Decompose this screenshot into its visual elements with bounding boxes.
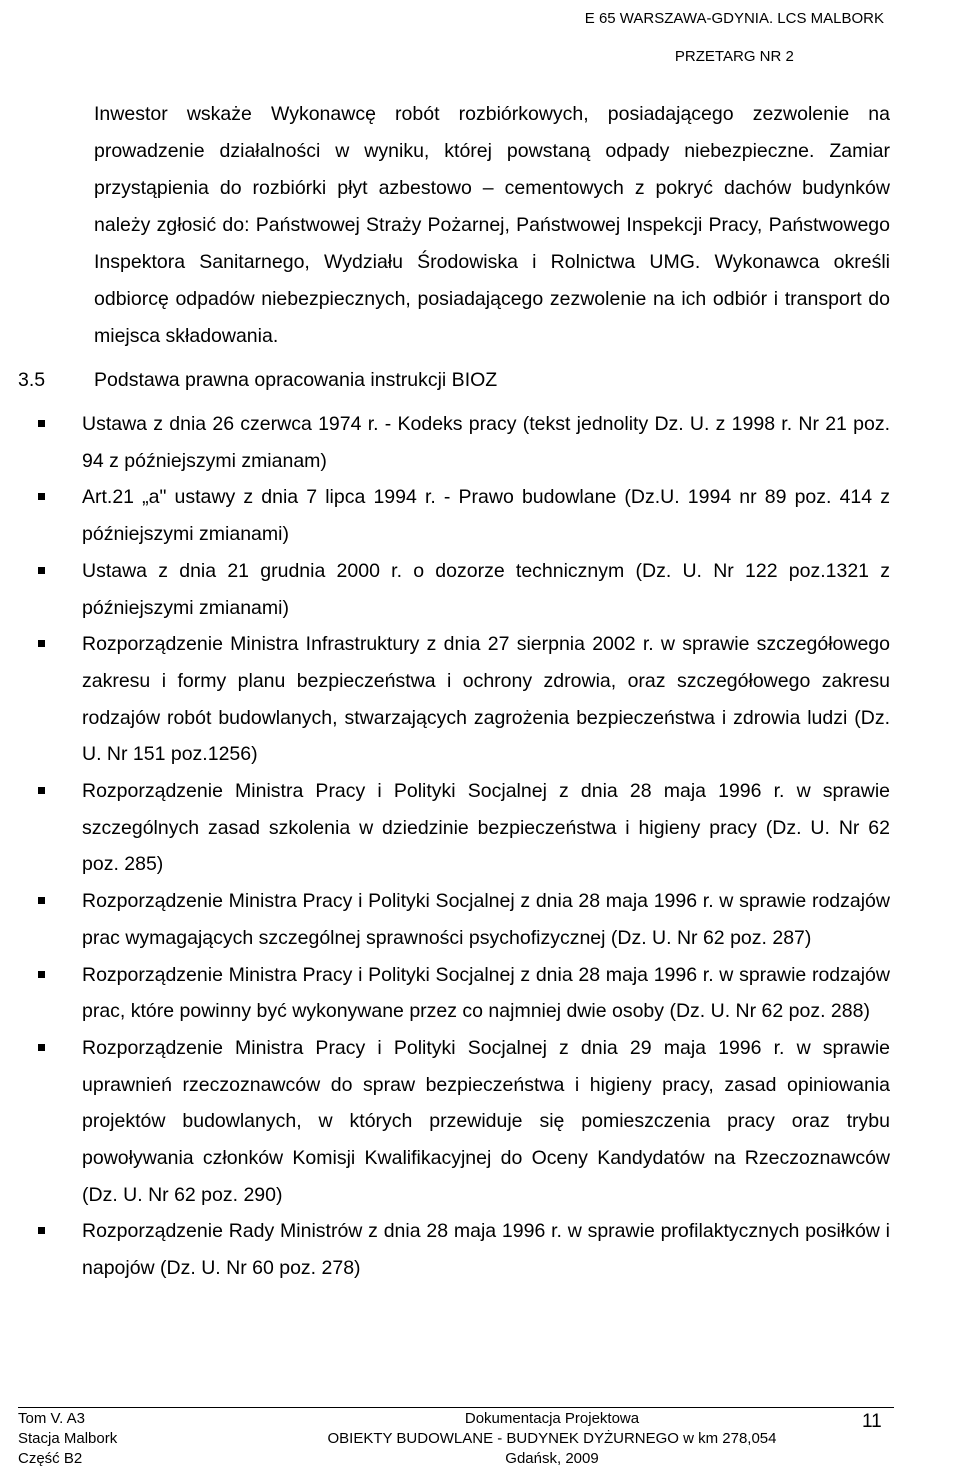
intro-paragraph-block — [94, 96, 890, 355]
page-header — [585, 0, 884, 76]
footer-place-date: Gdańsk, 2009 — [505, 1450, 599, 1467]
bullet-icon — [38, 897, 45, 904]
bullet-icon — [38, 1044, 45, 1051]
list-item — [0, 626, 890, 773]
footer-center — [262, 1409, 842, 1469]
page-number: 11 — [862, 1411, 882, 1432]
list-item-text: Ustawa z dnia 21 grudnia 2000 r. o dozorze technicznym (Dz. U. Nr 122 poz.1321 z późniejszymi zmianami) — [82, 559, 890, 619]
list-item-text: Rozporządzenie Ministra Pracy i Polityki Socjalnej z dnia 28 maja 1996 r. w sprawie rodzajów prac wymagających szczególnej sprawności psychofizycznej (Dz. U. Nr 62 poz. 287) — [82, 890, 890, 949]
list-item — [0, 553, 890, 626]
header-project: E 65 WARSZAWA-GDYNIA. LCS MALBORK — [584, 10, 884, 27]
list-item-text: Rozporządzenie Ministra Infrastruktury z dnia 27 sierpnia 2002 r. w sprawie szczegółowego zakresu i formy planu bezpieczeństwa i ochrony zdrowia, oraz szczegółowego zakresu rodzajów robót budowlanych, stwarzających zagrożenia bezpieczeństwa i zdrowia ludzi (Dz. U. Nr 151 poz.1256) — [82, 633, 890, 766]
list-item — [0, 1030, 890, 1214]
list-item — [0, 773, 890, 883]
bullet-icon — [38, 1227, 45, 1234]
footer-station: Stacja Malbork — [18, 1430, 118, 1447]
bullet-icon — [38, 420, 45, 427]
intro-paragraph: Inwestor wskaże Wykonawcę robót rozbiórkowych, posiadającego zezwolenie na prowadzenie działalności w wyniku, której powstaną odpady niebezpieczne. Zamiar przystąpienia do rozbiórki płyt azbestowo – cementowych z pokryć dachów budynków należy zgłosić do: Państwowej Straży Pożarnej, Państwowej Inspekcji Pracy, Państwowego Inspektora Sanitarnego, Wydziału Środowiska i Rolnictwa UMG. Wykonawca określi odbiorcę odpadów niebezpiecznych, posiadającego zezwolenie na ich odbiór i transport do miejsca składowania. — [94, 103, 890, 347]
header-tender: PRZETARG NR 2 — [674, 48, 794, 65]
list-item-text: Rozporządzenie Ministra Pracy i Polityki Socjalnej z dnia 29 maja 1996 r. w sprawie uprawnień rzeczoznawców do spraw bezpieczeństwa i higieny pracy, zasad opiniowania projektów budowlanych, w których przewiduje się pomieszczenia pracy oraz trybu powoływania członków Komisji Kwalifikacyjnej do Oceny Kandydatów na Rzeczoznawców (Dz. U. Nr 62 poz. 290) — [82, 1036, 890, 1206]
footer-object: OBIEKTY BUDOWLANE - BUDYNEK DYŻURNEGO w km 278,054 — [327, 1430, 777, 1447]
footer-part: Część B2 — [18, 1450, 83, 1467]
footer-divider — [18, 1407, 894, 1408]
section-number: 3.5 — [18, 369, 46, 391]
section-heading — [18, 362, 497, 399]
list-item-text: Rozporządzenie Ministra Pracy i Polityki Socjalnej z dnia 28 maja 1996 r. w sprawie rodzajów prac, które powinny być wykonywane przez co najmniej dwie osoby (Dz. U. Nr 62 poz. 288) — [82, 963, 890, 1023]
list-item — [0, 406, 890, 479]
footer-doc-title: Dokumentacja Projektowa — [464, 1410, 640, 1427]
footer-volume: Tom V. A3 — [18, 1410, 85, 1427]
footer-left — [18, 1409, 117, 1469]
list-item-text: Art.21 „a" ustawy z dnia 7 lipca 1994 r. - Prawo budowlane (Dz.U. 1994 nr 89 poz. 414 z późniejszymi zmianami) — [82, 486, 890, 546]
list-item — [0, 479, 890, 552]
bullet-icon — [38, 567, 45, 574]
list-item-text: Rozporządzenie Ministra Pracy i Polityki Socjalnej z dnia 28 maja 1996 r. w sprawie szczególnych zasad szkolenia w dziedzinie bezpieczeństwa i higieny pracy (Dz. U. Nr 62 poz. 285) — [82, 780, 890, 876]
bullet-icon — [38, 971, 45, 978]
legal-basis-list — [0, 406, 890, 1287]
list-item-text: Rozporządzenie Rady Ministrów z dnia 28 maja 1996 r. w sprawie profilaktycznych posiłków i napojów (Dz. U. Nr 60 poz. 278) — [82, 1220, 890, 1280]
bullet-icon — [38, 493, 45, 500]
list-item-text: Ustawa z dnia 26 czerwca 1974 r. - Kodeks pracy (tekst jednolity Dz. U. z 1998 r. Nr 21 poz. 94 z późniejszymi zmianam) — [82, 413, 890, 472]
bullet-icon — [38, 640, 45, 647]
list-item — [0, 957, 890, 1030]
list-item — [0, 1213, 890, 1286]
list-item — [0, 883, 890, 956]
bullet-icon — [38, 787, 45, 794]
section-title: Podstawa prawna opracowania instrukcji BIOZ — [94, 369, 498, 391]
